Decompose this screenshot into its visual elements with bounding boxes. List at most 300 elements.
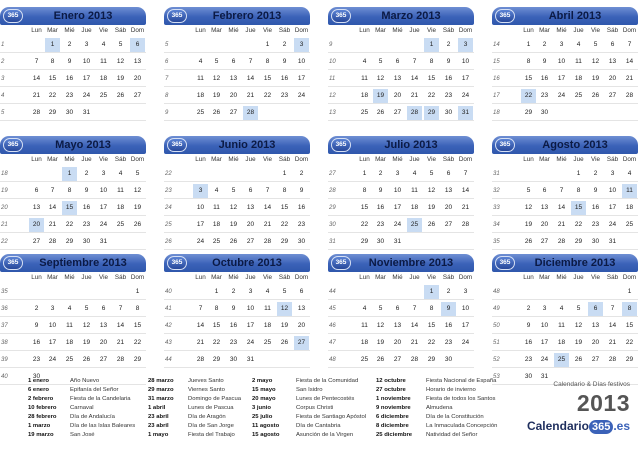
day-cell[interactable]: 18 [410, 204, 419, 211]
day-cell[interactable]: 23 [229, 339, 238, 346]
day-cell[interactable]: 1 [45, 38, 60, 52]
day-cell[interactable]: 1 [576, 170, 581, 177]
day-cell[interactable]: 20 [393, 92, 402, 99]
day-cell[interactable]: 17 [297, 75, 306, 82]
day-cell[interactable]: 1 [62, 167, 77, 181]
day-cell[interactable]: 22 [427, 339, 436, 346]
day-cell[interactable]: 3 [458, 38, 473, 52]
day-cell[interactable]: 30 [297, 238, 306, 245]
day-cell[interactable]: 11 [575, 58, 582, 65]
day-cell[interactable]: 4 [362, 305, 367, 312]
day-cell[interactable]: 15 [133, 322, 142, 329]
day-cell[interactable]: 29 [424, 106, 439, 120]
day-cell[interactable]: 8 [362, 187, 367, 194]
day-cell[interactable]: 29 [133, 356, 142, 363]
day-cell[interactable]: 9 [299, 187, 304, 194]
day-cell[interactable]: 1 [424, 38, 439, 52]
day-cell[interactable]: 26 [280, 339, 289, 346]
day-cell[interactable]: 28 [407, 106, 422, 120]
day-cell[interactable]: 7 [34, 58, 39, 65]
day-cell[interactable]: 15 [263, 75, 272, 82]
day-cell[interactable]: 25 [554, 353, 569, 367]
day-cell[interactable]: 5 [378, 305, 383, 312]
day-cell[interactable]: 22 [360, 221, 369, 228]
day-cell[interactable]: 21 [625, 75, 634, 82]
day-cell[interactable]: 25 [360, 109, 369, 116]
day-cell[interactable]: 20 [591, 339, 600, 346]
day-cell[interactable]: 14 [116, 322, 125, 329]
day-cell[interactable]: 12 [591, 58, 600, 65]
day-cell[interactable]: 30 [540, 109, 549, 116]
day-cell[interactable]: 24 [297, 92, 306, 99]
day-cell[interactable]: 8 [265, 58, 270, 65]
day-cell[interactable]: 15 [48, 75, 57, 82]
day-cell[interactable]: 6 [446, 170, 451, 177]
day-cell[interactable]: 13 [393, 75, 402, 82]
day-cell[interactable]: 17 [99, 204, 108, 211]
day-cell[interactable]: 24 [557, 92, 566, 99]
day-cell[interactable]: 27 [444, 221, 453, 228]
day-cell[interactable]: 27 [99, 356, 108, 363]
day-cell[interactable]: 23 [32, 356, 41, 363]
day-cell[interactable]: 5 [576, 305, 581, 312]
day-cell[interactable]: 23 [297, 221, 306, 228]
day-cell[interactable]: 14 [263, 204, 272, 211]
day-cell[interactable]: 19 [427, 204, 436, 211]
day-cell[interactable]: 12 [277, 302, 292, 316]
day-cell[interactable]: 16 [444, 75, 453, 82]
day-cell[interactable]: 11 [622, 184, 637, 198]
day-cell[interactable]: 23 [524, 356, 533, 363]
day-cell[interactable]: 31 [393, 238, 402, 245]
day-cell[interactable]: 30 [376, 238, 385, 245]
day-cell[interactable]: 4 [362, 58, 367, 65]
day-cell[interactable]: 25 [360, 356, 369, 363]
day-cell[interactable]: 1 [265, 41, 270, 48]
day-cell[interactable]: 19 [591, 75, 600, 82]
day-cell[interactable]: 6 [231, 58, 236, 65]
day-cell[interactable]: 29 [65, 238, 74, 245]
day-cell[interactable]: 13 [297, 305, 306, 312]
day-cell[interactable]: 25 [212, 238, 221, 245]
day-cell[interactable]: 11 [361, 75, 368, 82]
day-cell[interactable]: 2 [299, 170, 304, 177]
day-cell[interactable]: 20 [246, 221, 255, 228]
day-cell[interactable]: 30 [444, 356, 453, 363]
day-cell[interactable]: 18 [263, 322, 272, 329]
day-cell[interactable]: 13 [32, 204, 41, 211]
day-cell[interactable]: 11 [361, 322, 368, 329]
day-cell[interactable]: 7 [50, 187, 55, 194]
day-cell[interactable]: 19 [229, 221, 238, 228]
day-cell[interactable]: 22 [48, 92, 57, 99]
day-cell[interactable]: 26 [116, 92, 125, 99]
day-cell[interactable]: 5 [231, 187, 236, 194]
day-cell[interactable]: 10 [82, 58, 91, 65]
day-cell[interactable]: 26 [376, 356, 385, 363]
day-cell[interactable]: 18 [65, 339, 74, 346]
day-cell[interactable]: 8 [576, 187, 581, 194]
day-cell[interactable]: 26 [427, 221, 436, 228]
day-cell[interactable]: 8 [135, 305, 140, 312]
day-cell[interactable]: 9 [282, 58, 287, 65]
day-cell[interactable]: 24 [48, 356, 57, 363]
day-cell[interactable]: 12 [212, 75, 221, 82]
day-cell[interactable]: 16 [229, 322, 238, 329]
day-cell[interactable]: 16 [376, 204, 385, 211]
day-cell[interactable]: 27 [393, 109, 402, 116]
day-cell[interactable]: 11 [100, 58, 107, 65]
day-cell[interactable]: 18 [212, 221, 221, 228]
day-cell[interactable]: 21 [557, 221, 566, 228]
day-cell[interactable]: 24 [608, 221, 617, 228]
day-cell[interactable]: 21 [116, 339, 125, 346]
day-cell[interactable]: 4 [67, 305, 72, 312]
day-cell[interactable]: 5 [84, 305, 89, 312]
day-cell[interactable]: 2 [378, 170, 383, 177]
day-cell[interactable]: 5 [378, 58, 383, 65]
day-cell[interactable]: 12 [376, 322, 385, 329]
day-cell[interactable]: 2 [34, 305, 39, 312]
day-cell[interactable]: 2 [593, 170, 598, 177]
day-cell[interactable]: 22 [625, 339, 634, 346]
day-cell[interactable]: 31 [82, 109, 91, 116]
day-cell[interactable]: 3 [193, 184, 208, 198]
day-cell[interactable]: 31 [540, 373, 549, 380]
day-cell[interactable]: 15 [62, 201, 77, 215]
day-cell[interactable]: 22 [427, 92, 436, 99]
day-cell[interactable]: 16 [65, 75, 74, 82]
day-cell[interactable]: 2 [526, 305, 531, 312]
day-cell[interactable]: 7 [198, 305, 203, 312]
day-cell[interactable]: 26 [376, 109, 385, 116]
day-cell[interactable]: 27 [32, 238, 41, 245]
day-cell[interactable]: 28 [116, 356, 125, 363]
day-cell[interactable]: 10 [196, 204, 205, 211]
day-cell[interactable]: 27 [591, 356, 600, 363]
day-cell[interactable]: 2 [282, 41, 287, 48]
day-cell[interactable]: 12 [116, 58, 125, 65]
day-cell[interactable]: 17 [393, 204, 402, 211]
day-cell[interactable]: 22 [133, 339, 142, 346]
day-cell[interactable]: 10 [393, 187, 402, 194]
day-cell[interactable]: 4 [559, 305, 564, 312]
day-cell[interactable]: 12 [524, 204, 533, 211]
day-cell[interactable]: 4 [627, 170, 632, 177]
day-cell[interactable]: 23 [82, 221, 91, 228]
day-cell[interactable]: 6 [130, 38, 145, 52]
day-cell[interactable]: 22 [65, 221, 74, 228]
day-cell[interactable]: 14 [625, 58, 634, 65]
day-cell[interactable]: 7 [248, 58, 253, 65]
day-cell[interactable]: 27 [393, 356, 402, 363]
day-cell[interactable]: 5 [429, 170, 434, 177]
day-cell[interactable]: 22 [521, 89, 536, 103]
day-cell[interactable]: 29 [625, 356, 634, 363]
day-cell[interactable]: 29 [280, 238, 289, 245]
day-cell[interactable]: 4 [214, 187, 219, 194]
day-cell[interactable]: 7 [412, 305, 417, 312]
day-cell[interactable]: 20 [133, 75, 142, 82]
day-cell[interactable]: 27 [133, 92, 142, 99]
day-cell[interactable]: 15 [625, 322, 634, 329]
day-cell[interactable]: 22 [574, 221, 583, 228]
day-cell[interactable]: 18 [116, 204, 125, 211]
day-cell[interactable]: 5 [593, 41, 598, 48]
day-cell[interactable]: 3 [294, 38, 309, 52]
day-cell[interactable]: 24 [393, 221, 402, 228]
day-cell[interactable]: 21 [410, 92, 419, 99]
day-cell[interactable]: 16 [280, 75, 289, 82]
day-cell[interactable]: 24 [196, 238, 205, 245]
day-cell[interactable]: 7 [627, 41, 632, 48]
day-cell[interactable]: 16 [444, 322, 453, 329]
day-cell[interactable]: 16 [297, 204, 306, 211]
day-cell[interactable]: 12 [133, 187, 142, 194]
day-cell[interactable]: 11 [213, 204, 220, 211]
day-cell[interactable]: 19 [212, 92, 221, 99]
day-cell[interactable]: 24 [246, 339, 255, 346]
day-cell[interactable]: 29 [360, 238, 369, 245]
day-cell[interactable]: 15 [212, 322, 221, 329]
day-cell[interactable]: 6 [588, 302, 603, 316]
day-cell[interactable]: 12 [229, 204, 238, 211]
day-cell[interactable]: 10 [461, 58, 470, 65]
day-cell[interactable]: 15 [524, 75, 533, 82]
day-cell[interactable]: 2 [84, 170, 89, 177]
day-cell[interactable]: 18 [360, 92, 369, 99]
day-cell[interactable]: 7 [559, 187, 564, 194]
day-cell[interactable]: 9 [441, 302, 456, 316]
day-cell[interactable]: 23 [65, 92, 74, 99]
day-cell[interactable]: 3 [50, 305, 55, 312]
day-cell[interactable]: 10 [557, 58, 566, 65]
day-cell[interactable]: 26 [82, 356, 91, 363]
day-cell[interactable]: 1 [362, 170, 367, 177]
day-cell[interactable]: 18 [625, 204, 634, 211]
day-cell[interactable]: 1 [282, 170, 287, 177]
day-cell[interactable]: 6 [542, 187, 547, 194]
day-cell[interactable]: 1 [627, 288, 632, 295]
day-cell[interactable]: 31 [99, 238, 108, 245]
day-cell[interactable]: 14 [246, 75, 255, 82]
day-cell[interactable]: 1 [214, 288, 219, 295]
day-cell[interactable]: 24 [99, 221, 108, 228]
day-cell[interactable]: 9 [84, 187, 89, 194]
day-cell[interactable]: 12 [82, 322, 91, 329]
day-cell[interactable]: 3 [610, 170, 615, 177]
day-cell[interactable]: 12 [376, 75, 385, 82]
day-cell[interactable]: 5 [135, 170, 140, 177]
day-cell[interactable]: 7 [610, 305, 615, 312]
day-cell[interactable]: 6 [395, 58, 400, 65]
day-cell[interactable]: 25 [196, 109, 205, 116]
day-cell[interactable]: 30 [65, 109, 74, 116]
day-cell[interactable]: 8 [214, 305, 219, 312]
day-cell[interactable]: 25 [625, 221, 634, 228]
day-cell[interactable]: 19 [373, 89, 388, 103]
day-cell[interactable]: 20 [297, 322, 306, 329]
day-cell[interactable]: 21 [196, 339, 205, 346]
day-cell[interactable]: 9 [593, 187, 598, 194]
day-cell[interactable]: 7 [118, 305, 123, 312]
day-cell[interactable]: 9 [542, 58, 547, 65]
day-cell[interactable]: 9 [34, 322, 39, 329]
day-cell[interactable]: 14 [557, 204, 566, 211]
day-cell[interactable]: 12 [427, 187, 436, 194]
day-cell[interactable]: 2 [446, 288, 451, 295]
day-cell[interactable]: 21 [608, 339, 617, 346]
day-cell[interactable]: 17 [196, 221, 205, 228]
day-cell[interactable]: 8 [50, 58, 55, 65]
day-cell[interactable]: 16 [540, 75, 549, 82]
day-cell[interactable]: 15 [280, 204, 289, 211]
day-cell[interactable]: 10 [461, 305, 470, 312]
day-cell[interactable]: 19 [116, 75, 125, 82]
day-cell[interactable]: 16 [82, 204, 91, 211]
day-cell[interactable]: 8 [67, 187, 72, 194]
day-cell[interactable]: 27 [608, 92, 617, 99]
day-cell[interactable]: 23 [444, 339, 453, 346]
day-cell[interactable]: 21 [461, 204, 470, 211]
day-cell[interactable]: 28 [608, 356, 617, 363]
day-cell[interactable]: 25 [99, 92, 108, 99]
day-cell[interactable]: 10 [608, 187, 617, 194]
day-cell[interactable]: 2 [542, 41, 547, 48]
day-cell[interactable]: 3 [542, 305, 547, 312]
day-cell[interactable]: 18 [557, 339, 566, 346]
day-cell[interactable]: 21 [48, 221, 57, 228]
day-cell[interactable]: 28 [410, 356, 419, 363]
day-cell[interactable]: 8 [429, 58, 434, 65]
day-cell[interactable]: 28 [557, 238, 566, 245]
day-cell[interactable]: 30 [229, 356, 238, 363]
day-cell[interactable]: 24 [461, 339, 470, 346]
day-cell[interactable]: 25 [574, 92, 583, 99]
day-cell[interactable]: 20 [99, 339, 108, 346]
day-cell[interactable]: 21 [410, 339, 419, 346]
day-cell[interactable]: 26 [524, 238, 533, 245]
day-cell[interactable]: 28 [461, 221, 470, 228]
day-cell[interactable]: 6 [248, 187, 253, 194]
day-cell[interactable]: 18 [360, 339, 369, 346]
day-cell[interactable]: 26 [212, 109, 221, 116]
day-cell[interactable]: 4 [265, 288, 270, 295]
day-cell[interactable]: 27 [540, 238, 549, 245]
day-cell[interactable]: 6 [101, 305, 106, 312]
day-cell[interactable]: 17 [608, 204, 617, 211]
day-cell[interactable]: 10 [297, 58, 306, 65]
day-cell[interactable]: 6 [395, 305, 400, 312]
day-cell[interactable]: 30 [82, 238, 91, 245]
day-cell[interactable]: 31 [246, 356, 255, 363]
day-cell[interactable]: 9 [526, 322, 531, 329]
day-cell[interactable]: 22 [280, 221, 289, 228]
day-cell[interactable]: 6 [34, 187, 39, 194]
day-cell[interactable]: 13 [608, 58, 617, 65]
day-cell[interactable]: 4 [101, 41, 106, 48]
day-cell[interactable]: 24 [82, 92, 91, 99]
day-cell[interactable]: 26 [574, 356, 583, 363]
day-cell[interactable]: 17 [246, 322, 255, 329]
day-cell[interactable]: 30 [444, 109, 453, 116]
day-cell[interactable]: 13 [229, 75, 238, 82]
day-cell[interactable]: 5 [526, 187, 531, 194]
day-cell[interactable]: 20 [29, 218, 44, 232]
day-cell[interactable]: 2 [67, 41, 72, 48]
day-cell[interactable]: 25 [263, 339, 272, 346]
day-cell[interactable]: 23 [591, 221, 600, 228]
day-cell[interactable]: 21 [246, 92, 255, 99]
day-cell[interactable]: 31 [608, 238, 617, 245]
day-cell[interactable]: 10 [540, 322, 549, 329]
day-cell[interactable]: 3 [559, 41, 564, 48]
day-cell[interactable]: 27 [294, 336, 309, 350]
day-cell[interactable]: 1 [424, 285, 439, 299]
day-cell[interactable]: 26 [591, 92, 600, 99]
day-cell[interactable]: 7 [463, 170, 468, 177]
day-cell[interactable]: 22 [263, 92, 272, 99]
day-cell[interactable]: 13 [133, 58, 142, 65]
day-cell[interactable]: 25 [65, 356, 74, 363]
day-cell[interactable]: 15 [427, 322, 436, 329]
day-cell[interactable]: 6 [299, 288, 304, 295]
day-cell[interactable]: 28 [48, 238, 57, 245]
day-cell[interactable]: 27 [246, 238, 255, 245]
day-cell[interactable]: 15 [571, 201, 586, 215]
day-cell[interactable]: 28 [263, 238, 272, 245]
day-cell[interactable]: 19 [280, 322, 289, 329]
day-cell[interactable]: 24 [540, 356, 549, 363]
day-cell[interactable]: 21 [263, 221, 272, 228]
day-cell[interactable]: 3 [248, 288, 253, 295]
day-cell[interactable]: 13 [444, 187, 453, 194]
day-cell[interactable]: 29 [574, 238, 583, 245]
day-cell[interactable]: 3 [395, 170, 400, 177]
day-cell[interactable]: 28 [243, 106, 258, 120]
day-cell[interactable]: 17 [82, 75, 91, 82]
day-cell[interactable]: 10 [99, 187, 108, 194]
day-cell[interactable]: 13 [393, 322, 402, 329]
day-cell[interactable]: 12 [574, 322, 583, 329]
day-cell[interactable]: 9 [231, 305, 236, 312]
day-cell[interactable]: 14 [48, 204, 57, 211]
day-cell[interactable]: 27 [229, 109, 238, 116]
day-cell[interactable]: 2 [231, 288, 236, 295]
day-cell[interactable]: 11 [66, 322, 73, 329]
day-cell[interactable]: 31 [458, 106, 473, 120]
day-cell[interactable]: 19 [376, 339, 385, 346]
day-cell[interactable]: 1 [135, 288, 140, 295]
day-cell[interactable]: 10 [48, 322, 57, 329]
day-cell[interactable]: 11 [197, 75, 204, 82]
day-cell[interactable]: 6 [610, 41, 615, 48]
day-cell[interactable]: 8 [622, 302, 637, 316]
day-cell[interactable]: 29 [427, 356, 436, 363]
day-cell[interactable]: 18 [574, 75, 583, 82]
day-cell[interactable]: 28 [32, 109, 41, 116]
day-cell[interactable]: 17 [540, 339, 549, 346]
day-cell[interactable]: 13 [591, 322, 600, 329]
day-cell[interactable]: 25 [407, 218, 422, 232]
day-cell[interactable]: 17 [461, 322, 470, 329]
day-cell[interactable]: 19 [524, 221, 533, 228]
day-cell[interactable]: 30 [524, 373, 533, 380]
day-cell[interactable]: 22 [212, 339, 221, 346]
day-cell[interactable]: 23 [540, 92, 549, 99]
day-cell[interactable]: 10 [246, 305, 255, 312]
day-cell[interactable]: 11 [411, 187, 418, 194]
